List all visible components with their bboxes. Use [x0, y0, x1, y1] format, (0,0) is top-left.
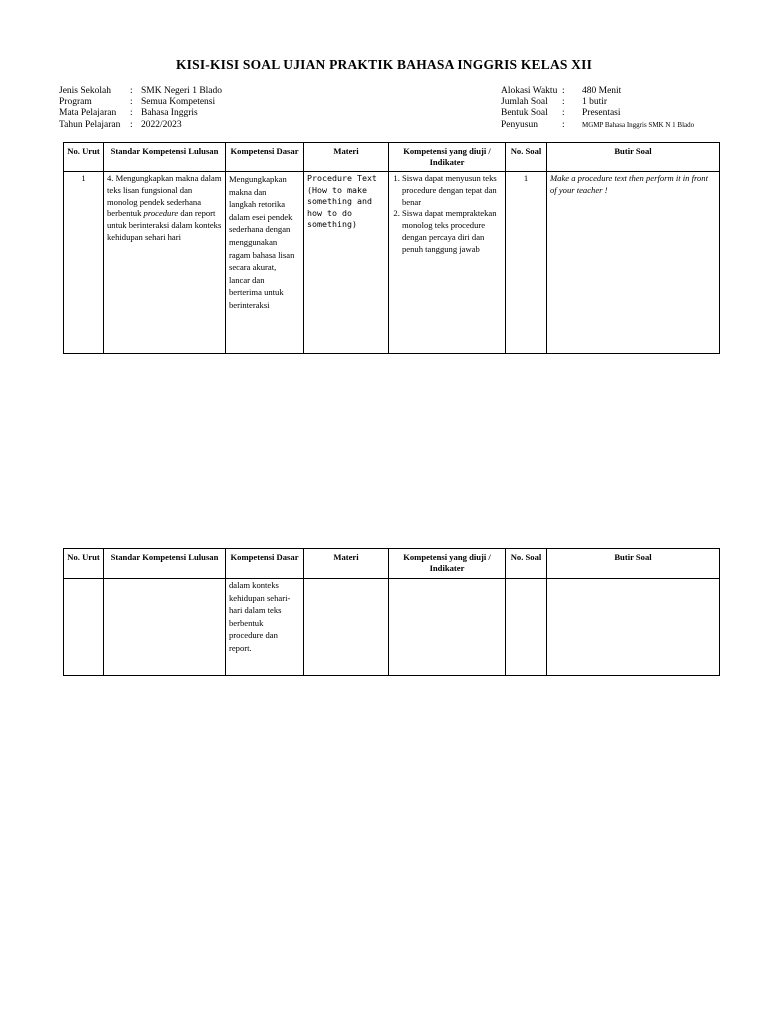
cell-indikator — [389, 172, 506, 354]
document-title: KISI-KISI SOAL UJIAN PRAKTIK BAHASA INGGRIS KELAS XII — [175, 57, 593, 72]
header-standar-kompetensi: Standar Kompetensi Lulusan — [104, 143, 226, 172]
header-butir-soal: Butir Soal — [547, 549, 720, 579]
list-item: 1. Siswa dapat menyusun teks procedure dengan tepat dan benar — [402, 173, 502, 208]
info-label: Alokasi Waktu — [501, 86, 558, 96]
kisi-kisi-table-2 — [63, 548, 720, 676]
info-label: Penyusun — [501, 119, 538, 130]
info-label: Program — [59, 97, 92, 108]
info-row-mata-pelajaran: Mata Pelajaran : Bahasa Inggris — [59, 108, 198, 119]
info-value: Bahasa Inggris — [141, 108, 198, 119]
info-label: Mata Pelajaran — [59, 108, 117, 119]
header-standar-kompetensi: Standar Kompetensi Lulusan — [104, 549, 226, 579]
cell-materi — [304, 579, 389, 676]
info-row-tahun-pelajaran: Tahun Pelajaran : 2022/2023 — [59, 119, 182, 130]
cell-no-urut — [64, 579, 104, 676]
header-kompetensi-dasar: Kompetensi Dasar — [226, 143, 304, 172]
header-no-soal: No. Soal — [506, 143, 547, 172]
header-indikator: Kompetensi yang diuji / Indikater — [389, 143, 506, 172]
info-value: SMK Negeri 1 Blado — [141, 86, 223, 96]
info-row-program: Program : Semua Kompetensi — [59, 97, 216, 108]
info-label: Jenis Sekolah — [59, 86, 111, 96]
indikator-list — [392, 173, 502, 256]
info-right-block — [501, 86, 694, 131]
table-row — [64, 172, 720, 354]
table-header-row — [64, 143, 720, 172]
header-no-urut: No. Urut — [64, 143, 104, 172]
info-value: 2022/2023 — [141, 119, 182, 130]
info-value: 480 Menit — [582, 86, 622, 96]
cell-kompetensi-dasar: dalam konteks kehidupan sehari-hari dalam teks berbentuk procedure dan report. — [226, 579, 304, 676]
header-indikator: Kompetensi yang diuji / Indikater — [389, 549, 506, 579]
table-row — [64, 579, 720, 676]
cell-standar-kompetensi — [104, 579, 226, 676]
info-value: 1 butir — [582, 97, 608, 108]
info-label: Jumlah Soal — [501, 97, 548, 108]
info-row-alokasi-waktu: Alokasi Waktu : 480 Menit — [501, 86, 622, 96]
info-row-penyusun: Penyusun : MGMP Bahasa Inggris SMK N 1 Blado — [501, 119, 695, 130]
cell-butir-soal — [547, 579, 720, 676]
header-materi: Materi — [304, 549, 389, 579]
cell-kompetensi-dasar: Mengungkapkan makna dan langkah retorika dalam esei pendek sederhana dengan menggunakan ragam bahasa lisan secara akurat, lancar dan berterima untuk berinteraksi — [226, 172, 304, 354]
cell-materi: Procedure Text (How to make something and how to do something) — [304, 172, 389, 354]
cell-no-urut: 1 — [64, 172, 104, 354]
info-value: Presentasi — [582, 108, 621, 119]
header-no-urut: No. Urut — [64, 549, 104, 579]
info-row-jenis-sekolah: Jenis Sekolah : SMK Negeri 1 Blado — [59, 86, 223, 96]
info-row-jumlah-soal: Jumlah Soal : 1 butir — [501, 97, 608, 108]
info-label: Bentuk Soal — [501, 108, 548, 119]
cell-butir-soal: Make a procedure text then perform it in front of your teacher ! — [547, 172, 720, 354]
cell-no-soal — [506, 579, 547, 676]
header-materi: Materi — [304, 143, 389, 172]
info-row-bentuk-soal: Bentuk Soal : Presentasi — [501, 108, 621, 119]
cell-indikator — [389, 579, 506, 676]
info-label: Tahun Pelajaran — [59, 119, 121, 130]
table-header-row — [64, 549, 720, 579]
list-item: 2. Siswa dapat mempraktekan monolog teks procedure dengan percaya diri dan penuh tanggung jawab — [402, 208, 502, 255]
info-left-block — [59, 86, 222, 131]
info-value: MGMP Bahasa Inggris SMK N 1 Blado — [582, 120, 695, 129]
header-butir-soal: Butir Soal — [547, 143, 720, 172]
cell-standar-kompetensi: 4. Mengungkapkan makna dalam teks lisan fungsional dan monolog pendek sederhana berbentuk procedure dan report untuk berinteraksi dalam konteks kehidupan sehari hari — [104, 172, 226, 354]
header-kompetensi-dasar: Kompetensi Dasar — [226, 549, 304, 579]
header-no-soal: No. Soal — [506, 549, 547, 579]
kisi-kisi-table-1 — [63, 142, 720, 354]
cell-no-soal: 1 — [506, 172, 547, 354]
info-value: Semua Kompetensi — [141, 97, 216, 108]
